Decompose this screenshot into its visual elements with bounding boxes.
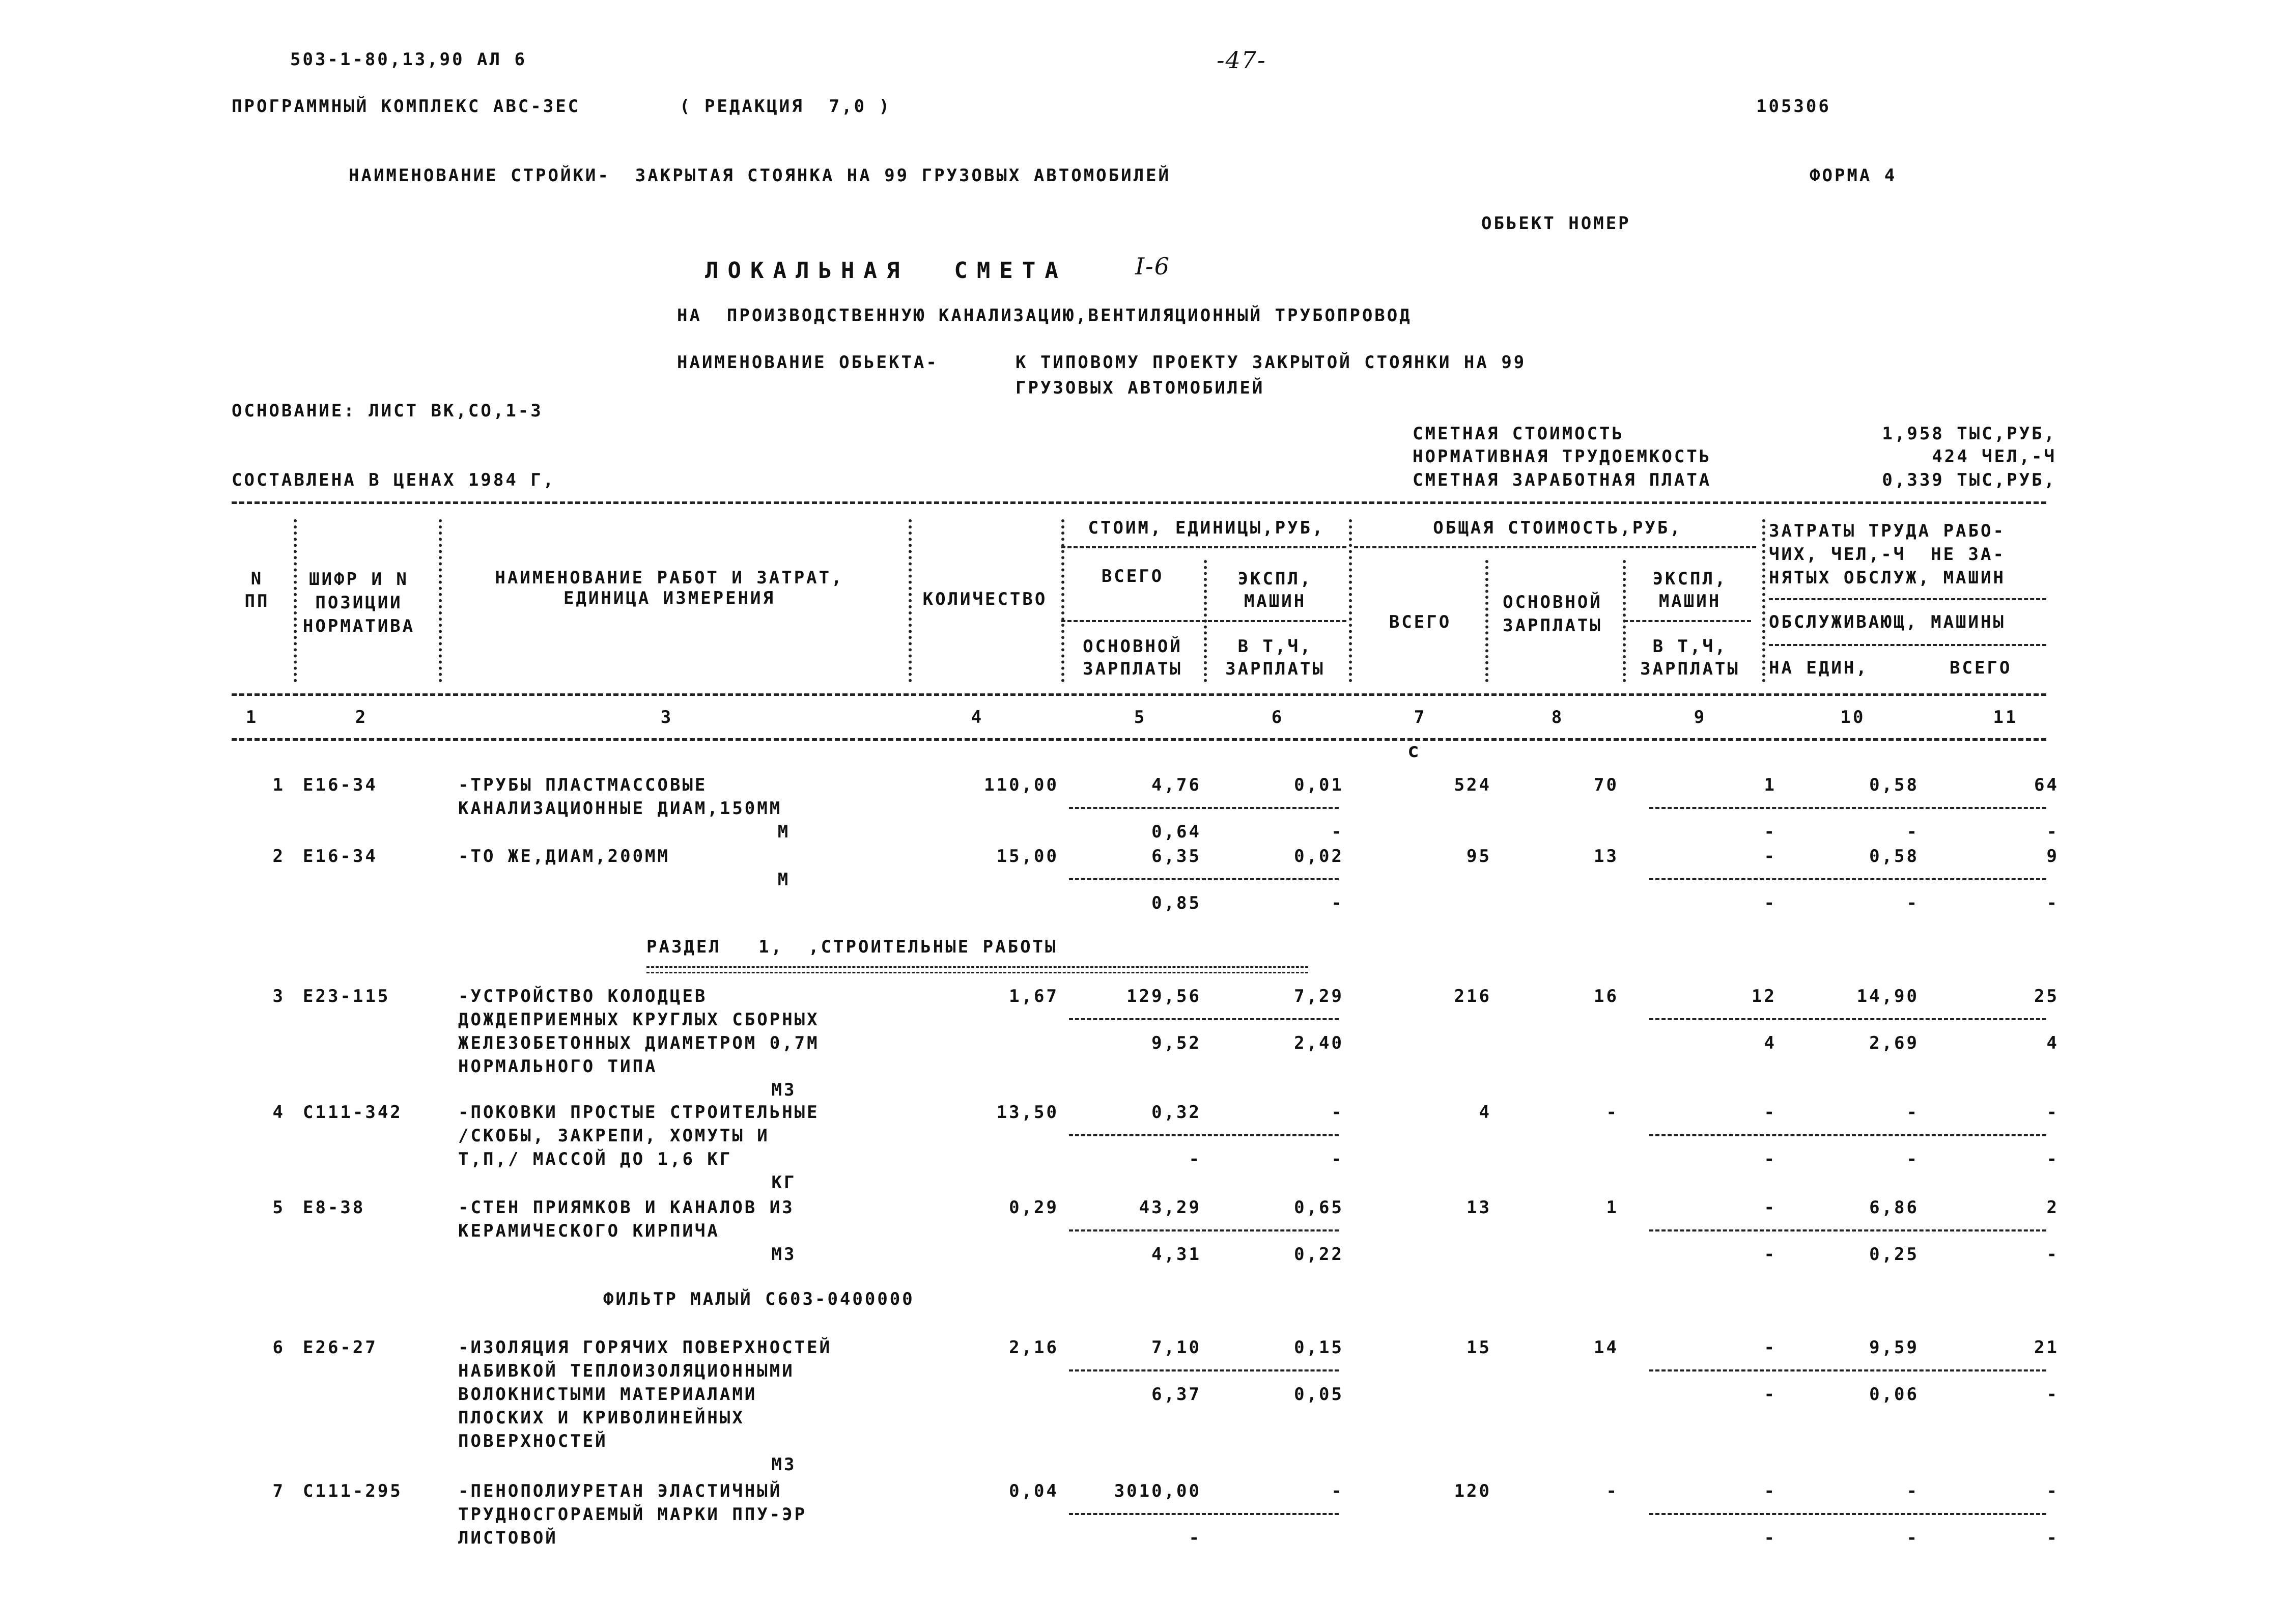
row-c5: 6,35	[1151, 846, 1201, 866]
row-name-line: -ПОКОВКИ ПРОСТЫЕ СТРОИТЕЛЬНЫЕ	[458, 1102, 820, 1123]
row-c9-incl-salary: -	[1764, 1528, 1777, 1548]
row-name-line: -УСТРОЙСТВО КОЛОДЦЕВ	[458, 986, 708, 1006]
row-c6-incl-salary: -	[1331, 893, 1344, 913]
row-c10: -	[1906, 1481, 1919, 1501]
row-c7: 120	[1454, 1481, 1491, 1501]
row-c5-basic-salary: 4,31	[1151, 1244, 1201, 1265]
row-c9: -	[1764, 1481, 1777, 1501]
row-code: Е16-34	[303, 846, 378, 866]
row-c7: 4	[1479, 1102, 1491, 1123]
row-name-line: ЛИСТОВОЙ	[458, 1528, 558, 1548]
row-number: 7	[272, 1481, 285, 1501]
header-rule	[1624, 620, 1751, 622]
row-qty: 0,04	[1009, 1481, 1059, 1501]
row-c6: 0,01	[1294, 775, 1344, 795]
row-name-line: НОРМАЛЬНОГО ТИПА	[458, 1056, 658, 1077]
row-qty: 13,50	[996, 1102, 1059, 1123]
row-c7: 524	[1454, 775, 1491, 795]
row-c11: 25	[2034, 986, 2059, 1006]
row-code: Е26-27	[303, 1337, 378, 1358]
cell-divider-rule	[1649, 1229, 2046, 1231]
header-total-all: ВСЕГО	[1389, 612, 1452, 632]
row-number: 5	[272, 1197, 285, 1218]
row-c6-incl-salary: 0,22	[1294, 1244, 1344, 1265]
cell-divider-rule	[1649, 1018, 2046, 1020]
row-c11: 9	[2046, 846, 2059, 866]
header-labor-unit: НА ЕДИН,	[1769, 658, 1869, 678]
document-code: 503-1-80,13,90 АЛ 6	[290, 49, 527, 70]
row-c11-machine-labor-total: -	[2046, 1384, 2059, 1405]
row-name-line: -ИЗОЛЯЦИЯ ГОРЯЧИХ ПОВЕРХНОСТЕЙ	[458, 1337, 832, 1358]
row-c6: 7,29	[1294, 986, 1344, 1006]
row-name-line: ЖЕЛЕЗОБЕТОННЫХ ДИАМЕТРОМ 0,7М	[458, 1033, 820, 1053]
header-bottom-rule	[232, 738, 2046, 741]
row-name-line: КЕРАМИЧЕСКОГО КИРПИЧА	[458, 1221, 720, 1241]
program-edition: ( РЕДАКЦИЯ 7,0 )	[680, 96, 891, 117]
header-quantity: КОЛИЧЕСТВО	[922, 589, 1048, 609]
object-name-line1: К ТИПОВОМУ ПРОЕКТУ ЗАКРЫТОЙ СТОЯНКИ НА 99	[1016, 352, 1527, 373]
summary-value: 424 ЧЕЛ,-Ч	[1932, 446, 2056, 467]
row-number: 4	[272, 1102, 285, 1123]
row-qty: 1,67	[1009, 986, 1059, 1006]
row-c9-incl-salary: -	[1764, 1244, 1777, 1265]
row-c10: 14,90	[1856, 986, 1919, 1006]
row-c9: -	[1764, 846, 1777, 866]
header-unit-machines: ЭКСПЛ, МАШИН	[1237, 569, 1313, 611]
cell-divider-rule	[1649, 1369, 2046, 1371]
row-c11-machine-labor-total: -	[2046, 893, 2059, 913]
header-total-cost: ОБЩАЯ СТОИМОСТЬ,РУБ,	[1433, 518, 1682, 538]
row-c8: -	[1606, 1102, 1619, 1123]
row-c11: -	[2046, 1102, 2059, 1123]
row-qty: 0,29	[1009, 1197, 1059, 1218]
prices-base: СОСТАВЛЕНА В ЦЕНАХ 1984 Г,	[232, 470, 556, 490]
row-c7: 216	[1454, 986, 1491, 1006]
row-c5: 7,10	[1151, 1337, 1201, 1358]
code-number: 105306	[1756, 96, 1831, 117]
row-code: С111-295	[303, 1481, 403, 1501]
filter-note: ФИЛЬТР МАЛЫЙ С603-0400000	[603, 1289, 915, 1309]
row-c10: 9,59	[1869, 1337, 1919, 1358]
header-rule	[1769, 598, 2046, 600]
row-c8: 14	[1594, 1337, 1619, 1358]
row-c8: -	[1606, 1481, 1619, 1501]
document-title-number: I-6	[1135, 253, 1170, 280]
header-labor-total: ВСЕГО	[1950, 658, 2012, 678]
object-name-line2: ГРУЗОВЫХ АВТОМОБИЛЕЙ	[1016, 378, 1265, 398]
row-c11: 2	[2046, 1197, 2059, 1218]
row-qty: 110,00	[984, 775, 1059, 795]
row-c9-incl-salary: -	[1764, 822, 1777, 842]
summary-label: СМЕТНАЯ СТОИМОСТЬ	[1413, 424, 1624, 444]
row-c9: 12	[1752, 986, 1777, 1006]
row-name-line: -СТЕН ПРИЯМКОВ И КАНАЛОВ ИЗ	[458, 1197, 795, 1218]
row-c5: 4,76	[1151, 775, 1201, 795]
row-number: 1	[272, 775, 285, 795]
row-c6: 0,15	[1294, 1337, 1344, 1358]
row-c11-machine-labor-total: -	[2046, 1528, 2059, 1548]
row-c9-incl-salary: -	[1764, 1149, 1777, 1169]
row-name-line: ТРУДНОСГОРАЕМЫЙ МАРКИ ППУ-ЭР	[458, 1504, 807, 1525]
row-c7: 95	[1467, 846, 1491, 866]
header-rule	[1061, 546, 1346, 548]
header-unit-total: ВСЕГО	[1101, 566, 1164, 586]
row-c10: 0,58	[1869, 846, 1919, 866]
row-unit: М3	[771, 1454, 797, 1475]
row-c5: 0,32	[1151, 1102, 1201, 1123]
header-labor-machines: ОБСЛУЖИВАЮЩ, МАШИНЫ	[1769, 612, 2006, 632]
row-c6-incl-salary: 0,05	[1294, 1384, 1344, 1405]
row-c8: 1	[1606, 1197, 1619, 1218]
row-c6: -	[1331, 1481, 1344, 1501]
cell-divider-rule	[1069, 1369, 1339, 1371]
summary-value: 1,958 ТЫС,РУБ,	[1882, 424, 2056, 444]
column-number: 5	[1134, 707, 1147, 727]
row-name-line: /СКОБЫ, ЗАКРЕПИ, ХОМУТЫ И	[458, 1126, 770, 1146]
row-c6: -	[1331, 1102, 1344, 1123]
row-number: 3	[272, 986, 285, 1006]
row-c11-machine-labor-total: -	[2046, 822, 2059, 842]
row-c9-incl-salary: 4	[1764, 1033, 1777, 1053]
header-n: N ПП	[244, 569, 270, 611]
row-c11-machine-labor-total: -	[2046, 1149, 2059, 1169]
row-name-line: -ПЕНОПОЛИУРЕТАН ЭЛАСТИЧНЫЙ	[458, 1481, 782, 1501]
section-underline	[646, 966, 1308, 973]
cell-divider-rule	[1649, 1513, 2046, 1515]
cell-divider-rule	[1069, 1229, 1339, 1231]
row-c6-incl-salary: -	[1331, 822, 1344, 842]
document-subtitle: НА ПРОИЗВОДСТВЕННУЮ КАНАЛИЗАЦИЮ,ВЕНТИЛЯЦИОННЫЙ ТРУБОПРОВОД	[677, 305, 1412, 326]
object-name-label: НАИМЕНОВАНИЕ ОБЬЕКТА-	[677, 352, 939, 373]
row-code: Е8-38	[303, 1197, 365, 1218]
row-c10-machine-labor: -	[1906, 1149, 1919, 1169]
header-rule	[1354, 546, 1756, 548]
row-c9: -	[1764, 1197, 1777, 1218]
cell-divider-rule	[1649, 878, 2046, 880]
row-c10-machine-labor: -	[1906, 1528, 1919, 1548]
row-c5: 3010,00	[1114, 1481, 1201, 1501]
column-number: 10	[1840, 707, 1866, 727]
header-unit-incl-salary: В Т,Ч, ЗАРПЛАТЫ	[1225, 636, 1325, 679]
row-c10-machine-labor: -	[1906, 893, 1919, 913]
row-name-line: ПОВЕРХНОСТЕЙ	[458, 1431, 608, 1451]
row-c9: 1	[1764, 775, 1777, 795]
row-c10-machine-labor: 2,69	[1869, 1033, 1919, 1053]
row-c10: 6,86	[1869, 1197, 1919, 1218]
row-c10-machine-labor: 0,25	[1869, 1244, 1919, 1265]
row-name-line: НАБИВКОЙ ТЕПЛОИЗОЛЯЦИОННЫМИ	[458, 1361, 795, 1381]
row-c6: 0,65	[1294, 1197, 1344, 1218]
page-number: -47-	[1217, 46, 1266, 74]
row-c8: 16	[1594, 986, 1619, 1006]
cell-divider-rule	[1649, 807, 2046, 809]
row-c11-machine-labor-total: -	[2046, 1244, 2059, 1265]
construction-name: НАИМЕНОВАНИЕ СТРОЙКИ- ЗАКРЫТАЯ СТОЯНКА НА 99 ГРУЗОВЫХ АВТОМОБИЛЕЙ	[349, 165, 1171, 186]
row-code: Е23-115	[303, 986, 390, 1006]
row-c10: 0,58	[1869, 775, 1919, 795]
object-number: ОБЬЕКТ НОМЕР	[1481, 213, 1631, 234]
row-c7: 13	[1467, 1197, 1491, 1218]
row-name-line: -ТО ЖЕ,ДИАМ,200ММ	[458, 846, 670, 866]
cell-divider-rule	[1069, 878, 1339, 880]
row-c5-basic-salary: -	[1189, 1149, 1201, 1169]
cell-divider-rule	[1069, 1134, 1339, 1136]
row-name-line: -ТРУБЫ ПЛАСТМАССОВЫЕ	[458, 775, 708, 795]
cell-divider-rule	[1069, 1513, 1339, 1515]
cell-divider-rule	[1649, 1134, 2046, 1136]
row-name-line: ПЛОСКИХ И КРИВОЛИНЕЙНЫХ	[458, 1408, 745, 1428]
header-top-rule	[232, 501, 2046, 504]
row-c9-incl-salary: -	[1764, 893, 1777, 913]
document-title: ЛОКАЛЬНАЯ СМЕТА	[705, 258, 1067, 284]
row-c11-machine-labor-total: 4	[2046, 1033, 2059, 1053]
row-code: С111-342	[303, 1102, 403, 1123]
summary-label: СМЕТНАЯ ЗАРАБОТНАЯ ПЛАТА	[1413, 470, 1712, 490]
header-labor: ЗАТРАТЫ ТРУДА РАБО- ЧИХ, ЧЕЛ,-Ч НЕ ЗА- НЯТЫХ ОБСЛУЖ, МАШИН	[1769, 521, 2006, 588]
row-name-line: ДОЖДЕПРИЕМНЫХ КРУГЛЫХ СБОРНЫХ	[458, 1010, 820, 1030]
basis: ОСНОВАНИЕ: ЛИСТ ВК,СО,1-3	[232, 401, 543, 421]
column-number: 11	[1993, 707, 2018, 727]
row-qty: 15,00	[996, 846, 1059, 866]
row-unit: М3	[771, 1244, 797, 1265]
program-name: ПРОГРАММНЫЙ КОМПЛЕКС АВС-3ЕС	[232, 96, 581, 117]
summary-label: НОРМАТИВНАЯ ТРУДОЕМКОСТЬ	[1413, 446, 1712, 467]
row-c6-incl-salary: 2,40	[1294, 1033, 1344, 1053]
cell-divider-rule	[1069, 807, 1339, 809]
handwritten-mark: с	[1407, 739, 1421, 762]
row-c7: 15	[1467, 1337, 1491, 1358]
row-c6: 0,02	[1294, 846, 1344, 866]
row-c8: 70	[1594, 775, 1619, 795]
row-name-line: ВОЛОКНИСТЫМИ МАТЕРИАЛАМИ	[458, 1384, 757, 1405]
row-c9: -	[1764, 1337, 1777, 1358]
column-number: 9	[1694, 707, 1707, 727]
row-name-line: Т,П,/ МАССОЙ ДО 1,6 КГ	[458, 1149, 732, 1169]
form-number: ФОРМА 4	[1810, 165, 1897, 186]
column-number: 2	[355, 707, 368, 727]
column-number: 4	[971, 707, 984, 727]
row-unit: М3	[771, 1080, 797, 1100]
row-c6-incl-salary: -	[1331, 1149, 1344, 1169]
row-c5-basic-salary: 0,85	[1151, 893, 1201, 913]
column-number: 1	[245, 707, 259, 727]
row-c5-basic-salary: 6,37	[1151, 1384, 1201, 1405]
row-number: 6	[272, 1337, 285, 1358]
row-qty: 2,16	[1009, 1337, 1059, 1358]
row-unit: КГ	[771, 1172, 797, 1193]
row-unit: М	[777, 870, 791, 890]
row-c5: 129,56	[1126, 986, 1201, 1006]
row-number: 2	[272, 846, 285, 866]
header-rule	[1769, 644, 2046, 646]
row-c9-incl-salary: -	[1764, 1384, 1777, 1405]
cell-divider-rule	[1069, 1018, 1339, 1020]
row-c11: 64	[2034, 775, 2059, 795]
row-c10-machine-labor: 0,06	[1869, 1384, 1919, 1405]
row-c11: -	[2046, 1481, 2059, 1501]
row-c5: 43,29	[1139, 1197, 1201, 1218]
column-number: 3	[660, 707, 673, 727]
row-c5-basic-salary: 0,64	[1151, 822, 1201, 842]
row-c5-basic-salary: -	[1189, 1528, 1201, 1548]
row-c10-machine-labor: -	[1906, 822, 1919, 842]
section-title: РАЗДЕЛ 1, ,СТРОИТЕЛЬНЫЕ РАБОТЫ	[646, 937, 1058, 957]
row-c9: -	[1764, 1102, 1777, 1123]
header-unit-cost: СТОИМ, ЕДИНИЦЫ,РУБ,	[1088, 518, 1325, 538]
row-code: Е16-34	[303, 775, 378, 795]
row-c5-basic-salary: 9,52	[1151, 1033, 1201, 1053]
header-name: НАИМЕНОВАНИЕ РАБОТ И ЗАТРАТ, ЕДИНИЦА ИЗМЕРЕНИЯ	[495, 568, 844, 608]
header-mid-rule	[232, 693, 2046, 696]
header-code: ШИФР И N ПОЗИЦИИ НОРМАТИВА	[302, 569, 415, 636]
row-c10: -	[1906, 1102, 1919, 1123]
row-unit: М	[777, 822, 791, 842]
header-total-incl-salary: В Т,Ч, ЗАРПЛАТЫ	[1640, 636, 1740, 679]
header-total-basic-salary: ОСНОВНОЙ ЗАРПЛАТЫ	[1503, 592, 1602, 636]
header-total-machines: ЭКСПЛ, МАШИН	[1652, 569, 1728, 611]
column-number: 7	[1414, 707, 1427, 727]
column-number: 6	[1271, 707, 1284, 727]
row-c11: 21	[2034, 1337, 2059, 1358]
header-unit-basic-salary: ОСНОВНОЙ ЗАРПЛАТЫ	[1083, 636, 1182, 679]
row-name-line: КАНАЛИЗАЦИОННЫЕ ДИАМ,150ММ	[458, 798, 782, 819]
row-c8: 13	[1594, 846, 1619, 866]
summary-value: 0,339 ТЫС,РУБ,	[1882, 470, 2056, 490]
column-number: 8	[1551, 707, 1564, 727]
